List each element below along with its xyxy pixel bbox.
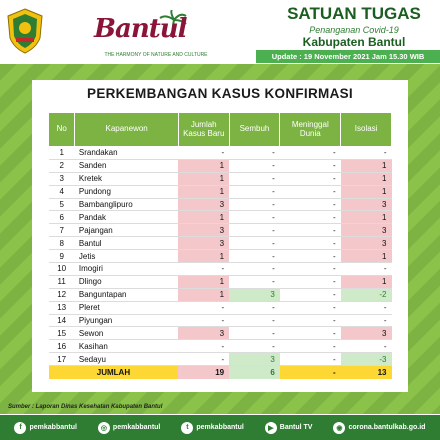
cell-sembuh: - [229,263,280,276]
table-row [49,263,392,276]
cell-meninggal: - [280,172,341,185]
cell-meninggal: - [280,301,341,314]
cell-kapanewon: Bantul [75,237,179,250]
cell-no: 9 [49,250,75,263]
cell-kasus-baru: 3 [178,237,229,250]
cell-kasus-baru: - [178,301,229,314]
table-row [49,314,392,327]
cell-kasus-baru: 3 [178,327,229,340]
bantul-brand-logo [86,10,226,64]
cell-isolasi: - [341,301,392,314]
cell-meninggal: - [280,147,341,160]
cell-kasus-baru: - [178,353,229,366]
cell-no: 13 [49,301,75,314]
table-row [49,211,392,224]
page-subtitle: Penanganan Covid-19 [309,25,399,35]
cell-no: 1 [49,147,75,160]
social-label: corona.bantulkab.go.id [348,424,426,431]
cell-kapanewon: Srandakan [75,147,179,160]
table-row [49,250,392,263]
twitter-icon: t [181,422,193,434]
social-label: pemkabbantul [196,424,244,431]
cell-meninggal: - [280,250,341,263]
social-link-instagram[interactable] [98,422,160,434]
cell-kasus-baru: - [178,314,229,327]
brand-wordmark: Bantul [94,14,187,44]
cell-no: 11 [49,275,75,288]
cell-sembuh: - [229,211,280,224]
cell-sembuh: - [229,327,280,340]
cell-no: 8 [49,237,75,250]
cell-meninggal: - [280,340,341,353]
cell-kapanewon: Pandak [75,211,179,224]
social-link-youtube[interactable] [265,422,313,434]
cell-no: 16 [49,340,75,353]
col-header-no: No [49,113,75,147]
table-row [49,353,392,366]
cell-kasus-baru: 1 [178,275,229,288]
cell-sembuh: - [229,275,280,288]
cell-isolasi: 3 [341,224,392,237]
cell-kapanewon: Imogiri [75,263,179,276]
cell-sembuh: - [229,301,280,314]
table-row [49,147,392,160]
cell-meninggal: - [280,185,341,198]
total-meninggal: - [280,366,341,379]
cell-sembuh: 3 [229,353,280,366]
col-header-sembuh: Sembuh [229,113,280,147]
cell-kapanewon: Sewon [75,327,179,340]
cell-isolasi: 1 [341,211,392,224]
card-title: PERKEMBANGAN KASUS KONFIRMASI [87,86,353,101]
cell-no: 3 [49,172,75,185]
cell-isolasi: - [341,263,392,276]
region-label: Kabupaten Bantul [302,35,406,49]
table-row [49,288,392,301]
cell-kasus-baru: - [178,147,229,160]
cell-no: 17 [49,353,75,366]
total-kasus-baru: 19 [178,366,229,379]
cell-kapanewon: Sanden [75,159,179,172]
col-header-kasus-baru: Jumlah Kasus Baru [178,113,229,147]
cell-isolasi: 3 [341,198,392,211]
total-isolasi: 13 [341,366,392,379]
cell-meninggal: - [280,314,341,327]
cell-kapanewon: Kretek [75,172,179,185]
cell-kasus-baru: 1 [178,288,229,301]
table-row [49,159,392,172]
cell-kasus-baru: 3 [178,224,229,237]
update-timestamp: Update : 19 November 2021 Jam 15.30 WIB [256,50,440,63]
table-row [49,237,392,250]
table-row [49,275,392,288]
cell-meninggal: - [280,237,341,250]
cases-table [48,112,392,379]
cell-kapanewon: Dlingo [75,275,179,288]
cell-kapanewon: Kasihan [75,340,179,353]
cell-isolasi: -3 [341,353,392,366]
cell-sembuh: - [229,198,280,211]
cell-sembuh: - [229,340,280,353]
total-sembuh: 6 [229,366,280,379]
cell-no: 15 [49,327,75,340]
cell-isolasi: - [341,340,392,353]
source-note: Sumber : Laporan Dinas Kesehatan Kabupaten Bantul [8,404,163,410]
cell-sembuh: - [229,147,280,160]
cell-kasus-baru: - [178,263,229,276]
social-label: pemkabbantul [112,424,161,431]
cell-sembuh: - [229,224,280,237]
cell-no: 5 [49,198,75,211]
social-label: pemkabbantul [29,424,77,431]
cell-kapanewon: Banguntapan [75,288,179,301]
table-row [49,301,392,314]
page-title: SATUAN TUGAS [287,4,421,23]
table-row [49,198,392,211]
cell-isolasi: - [341,314,392,327]
cell-sembuh: - [229,159,280,172]
header [0,0,440,64]
table-row [49,340,392,353]
col-header-meninggal: Meninggal Dunia [280,113,341,147]
cell-isolasi: 3 [341,327,392,340]
cell-sembuh: 3 [229,288,280,301]
cell-sembuh: - [229,250,280,263]
web-icon: ◉ [333,422,345,434]
table-total-row [49,366,392,379]
cell-meninggal: - [280,263,341,276]
cell-sembuh: - [229,172,280,185]
cell-meninggal: - [280,353,341,366]
cell-kasus-baru: 1 [178,250,229,263]
instagram-icon: ◎ [98,422,110,434]
cell-sembuh: - [229,237,280,250]
table-row [49,172,392,185]
cell-meninggal: - [280,198,341,211]
cell-kapanewon: Sedayu [75,353,179,366]
table-row [49,327,392,340]
cell-no: 14 [49,314,75,327]
cell-meninggal: - [280,159,341,172]
social-label: Bantul TV [279,424,313,431]
col-header-kapanewon: Kapanewon [75,113,179,147]
cell-sembuh: - [229,185,280,198]
social-link-facebook[interactable] [14,422,76,434]
cell-isolasi: 1 [341,185,392,198]
cell-isolasi: 3 [341,237,392,250]
cell-sembuh: - [229,314,280,327]
cell-isolasi: 1 [341,159,392,172]
cell-meninggal: - [280,288,341,301]
cell-isolasi: -2 [341,288,392,301]
table-row [49,185,392,198]
bantul-seal-logo [6,8,44,54]
cell-kasus-baru: 1 [178,185,229,198]
cell-kapanewon: Piyungan [75,314,179,327]
youtube-icon: ▶ [265,422,277,434]
table-row [49,224,392,237]
cell-kasus-baru: 1 [178,159,229,172]
cell-no: 6 [49,211,75,224]
cell-kasus-baru: 3 [178,198,229,211]
report-card [32,80,408,392]
social-link-twitter[interactable] [181,422,243,434]
total-label: JUMLAH [49,366,179,379]
brand-tagline: THE HARMONY OF NATURE AND CULTURE [104,52,208,58]
cell-kapanewon: Pundong [75,185,179,198]
col-header-isolasi: Isolasi [341,113,392,147]
table-header-row [49,113,392,147]
cell-no: 4 [49,185,75,198]
title-block [268,4,440,49]
cell-no: 12 [49,288,75,301]
cell-meninggal: - [280,275,341,288]
cell-kasus-baru: - [178,340,229,353]
cell-no: 7 [49,224,75,237]
cell-isolasi: - [341,147,392,160]
cell-kasus-baru: 1 [178,172,229,185]
cell-meninggal: - [280,327,341,340]
cell-no: 2 [49,159,75,172]
cell-isolasi: 1 [341,250,392,263]
cell-kapanewon: Pajangan [75,224,179,237]
cell-isolasi: 1 [341,172,392,185]
table-body [49,147,392,379]
cell-kapanewon: Bambanglipuro [75,198,179,211]
social-link-web[interactable] [333,422,425,434]
cell-kapanewon: Pleret [75,301,179,314]
facebook-icon: f [14,422,26,434]
cell-kapanewon: Jetis [75,250,179,263]
cell-meninggal: - [280,211,341,224]
cell-kasus-baru: 1 [178,211,229,224]
cell-no: 10 [49,263,75,276]
cell-meninggal: - [280,224,341,237]
social-footer [0,415,440,440]
cell-isolasi: 1 [341,275,392,288]
